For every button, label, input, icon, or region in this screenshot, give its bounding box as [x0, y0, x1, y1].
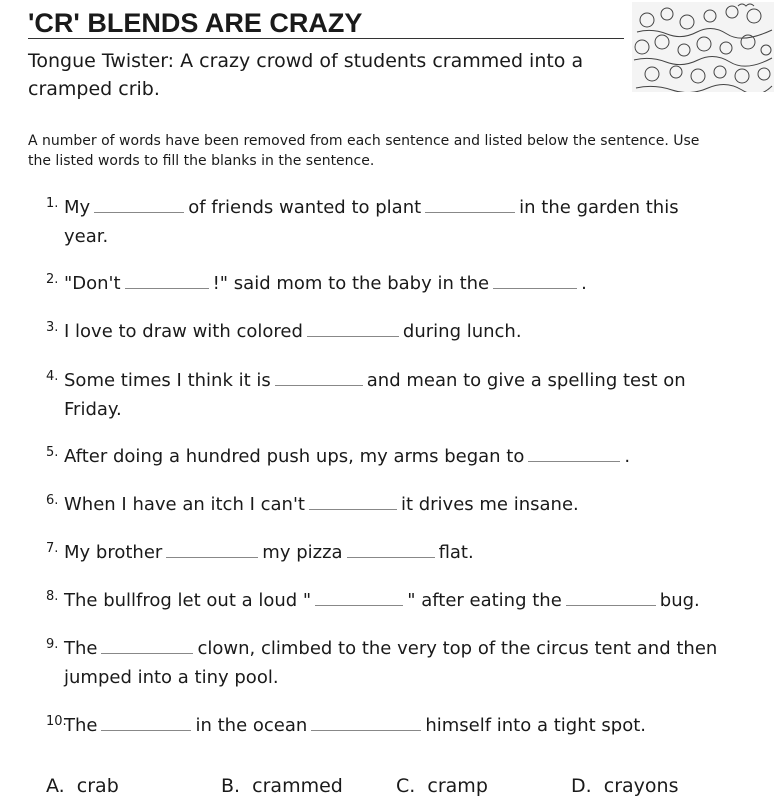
question-8: 8. The bullfrog let out a loud " " after eating the bug. [46, 586, 736, 615]
question-3: 3. I love to draw with colored during lunch. [46, 317, 736, 346]
question-number: 2. [46, 272, 59, 287]
answer-blank[interactable] [307, 322, 399, 337]
instructions: A number of words have been removed from each sentence and listed below the sentence. Use the listed words to fill the blanks in the sentence. [28, 133, 700, 169]
answer-blank[interactable] [347, 543, 435, 558]
answer-blank[interactable] [315, 591, 403, 606]
question-number: 4. [46, 369, 59, 384]
question-number: 1. [46, 196, 59, 211]
answer-blank[interactable] [275, 371, 363, 386]
question-number: 3. [46, 320, 59, 335]
crowd-illustration [632, 2, 774, 92]
word-option-c: C. cramp [396, 775, 488, 797]
question-2: 2. "Don't !" said mom to the baby in the . [46, 269, 736, 298]
word-bank [46, 775, 746, 803]
tongue-twister: Tongue Twister: A crazy crowd of students crammed into a cramped crib. [28, 50, 584, 100]
answer-blank[interactable] [94, 198, 184, 213]
question-1: 1. My of friends wanted to plant in the garden this year. [46, 193, 736, 251]
question-number: 6. [46, 493, 59, 508]
word-option-b: B. crammed [221, 775, 343, 797]
answer-blank[interactable] [528, 447, 620, 462]
question-number: 7. [46, 541, 59, 556]
answer-blank[interactable] [566, 591, 656, 606]
question-number: 5. [46, 445, 59, 460]
answer-blank[interactable] [101, 716, 191, 731]
question-7: 7. My brother my pizza flat. [46, 538, 736, 567]
answer-blank[interactable] [309, 495, 397, 510]
question-5: 5. After doing a hundred push ups, my arms began to . [46, 442, 736, 471]
answer-blank[interactable] [125, 274, 209, 289]
question-6: 6. When I have an itch I can't it drives me insane. [46, 490, 736, 519]
question-10: 10. The in the ocean himself into a tight spot. [46, 711, 736, 740]
word-option-d: D. crayons [571, 775, 679, 797]
question-number: 9. [46, 637, 59, 652]
answer-blank[interactable] [493, 274, 577, 289]
worksheet-title: 'CR' BLENDS ARE CRAZY [28, 8, 363, 38]
answer-blank[interactable] [166, 543, 258, 558]
question-number: 8. [46, 589, 59, 604]
question-number: 10. [46, 714, 67, 729]
question-4: 4. Some times I think it is and mean to give a spelling test on Friday. [46, 366, 736, 424]
question-9: 9. The clown, climbed to the very top of the circus tent and then jumped into a tiny pool. [46, 634, 736, 692]
answer-blank[interactable] [101, 639, 193, 654]
word-option-a: A. crab [46, 775, 119, 797]
title-divider [28, 38, 624, 39]
answer-blank[interactable] [311, 716, 421, 731]
answer-blank[interactable] [425, 198, 515, 213]
